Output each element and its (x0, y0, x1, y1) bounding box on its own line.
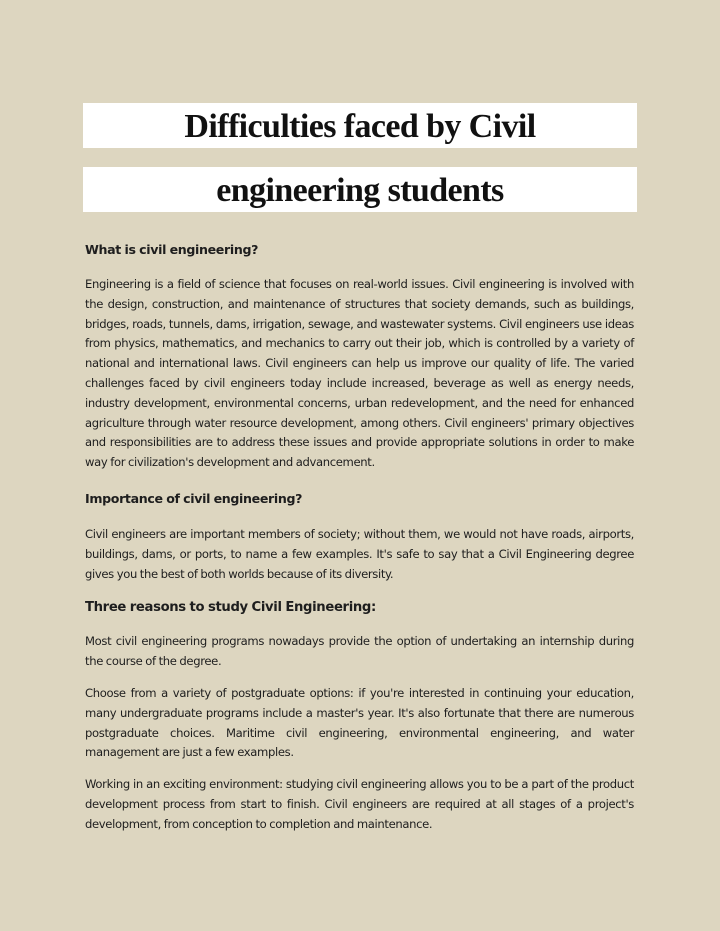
paragraph-reason-postgraduate: Choose from a variety of postgraduate options: if you're interested in continuing your education, many undergraduate programs include a master's year. It's also fortunate that there are numerous postgraduate choices. Maritime civil engineering, environmental engineering, and water management are just a few examples. (85, 685, 634, 760)
paragraph-reason-internship: Most civil engineering programs nowadays provide the option of undertaking an internship during the course of the degree. (85, 634, 634, 669)
section-heading-three-reasons: Three reasons to study Civil Engineering: (85, 600, 376, 616)
paragraph-what-is: Engineering is a field of science that focuses on real-world issues. Civil engineering is involved with the design, construction, and maintenance of structures that society demands, such as buildings, bridges, roads, tunnels, dams, irrigation, sewage, and wastewater systems. Civil engineers use ideas from physics, mathematics, and mechanics to carry out their job, which is controlled by a variety of national and international laws. Civil engineers can help us improve our quality of life. The varied challenges faced by civil engineers today include increased, beverage as well as energy needs, industry development, environmental concerns, urban redevelopment, and the need for enhanced agriculture through water resource development, among others. Civil engineers' primary objectives and responsibilities are to address these issues and provide appropriate solutions in order to make way for civilization's development and advancement. (85, 277, 634, 470)
document-body (85, 240, 634, 835)
title-line-1: Difficulties faced by Civil (83, 103, 637, 148)
title-line-2: engineering students (83, 167, 637, 212)
paragraph-reason-environment: Working in an exciting environment: studying civil engineering allows you to be a part of the product development process from start to finish. Civil engineers are required at all stages of a project's development, from conception to completion and maintenance. (85, 777, 634, 831)
paragraph-importance: Civil engineers are important members of society; without them, we would not have roads, airports, buildings, dams, or ports, to name a few examples. It's safe to say that a Civil Engineering degree gives you the best of both worlds because of its diversity. (85, 526, 634, 581)
section-heading-what-is: What is civil engineering? (85, 242, 259, 257)
section-heading-importance: Importance of civil engineering? (85, 490, 303, 506)
